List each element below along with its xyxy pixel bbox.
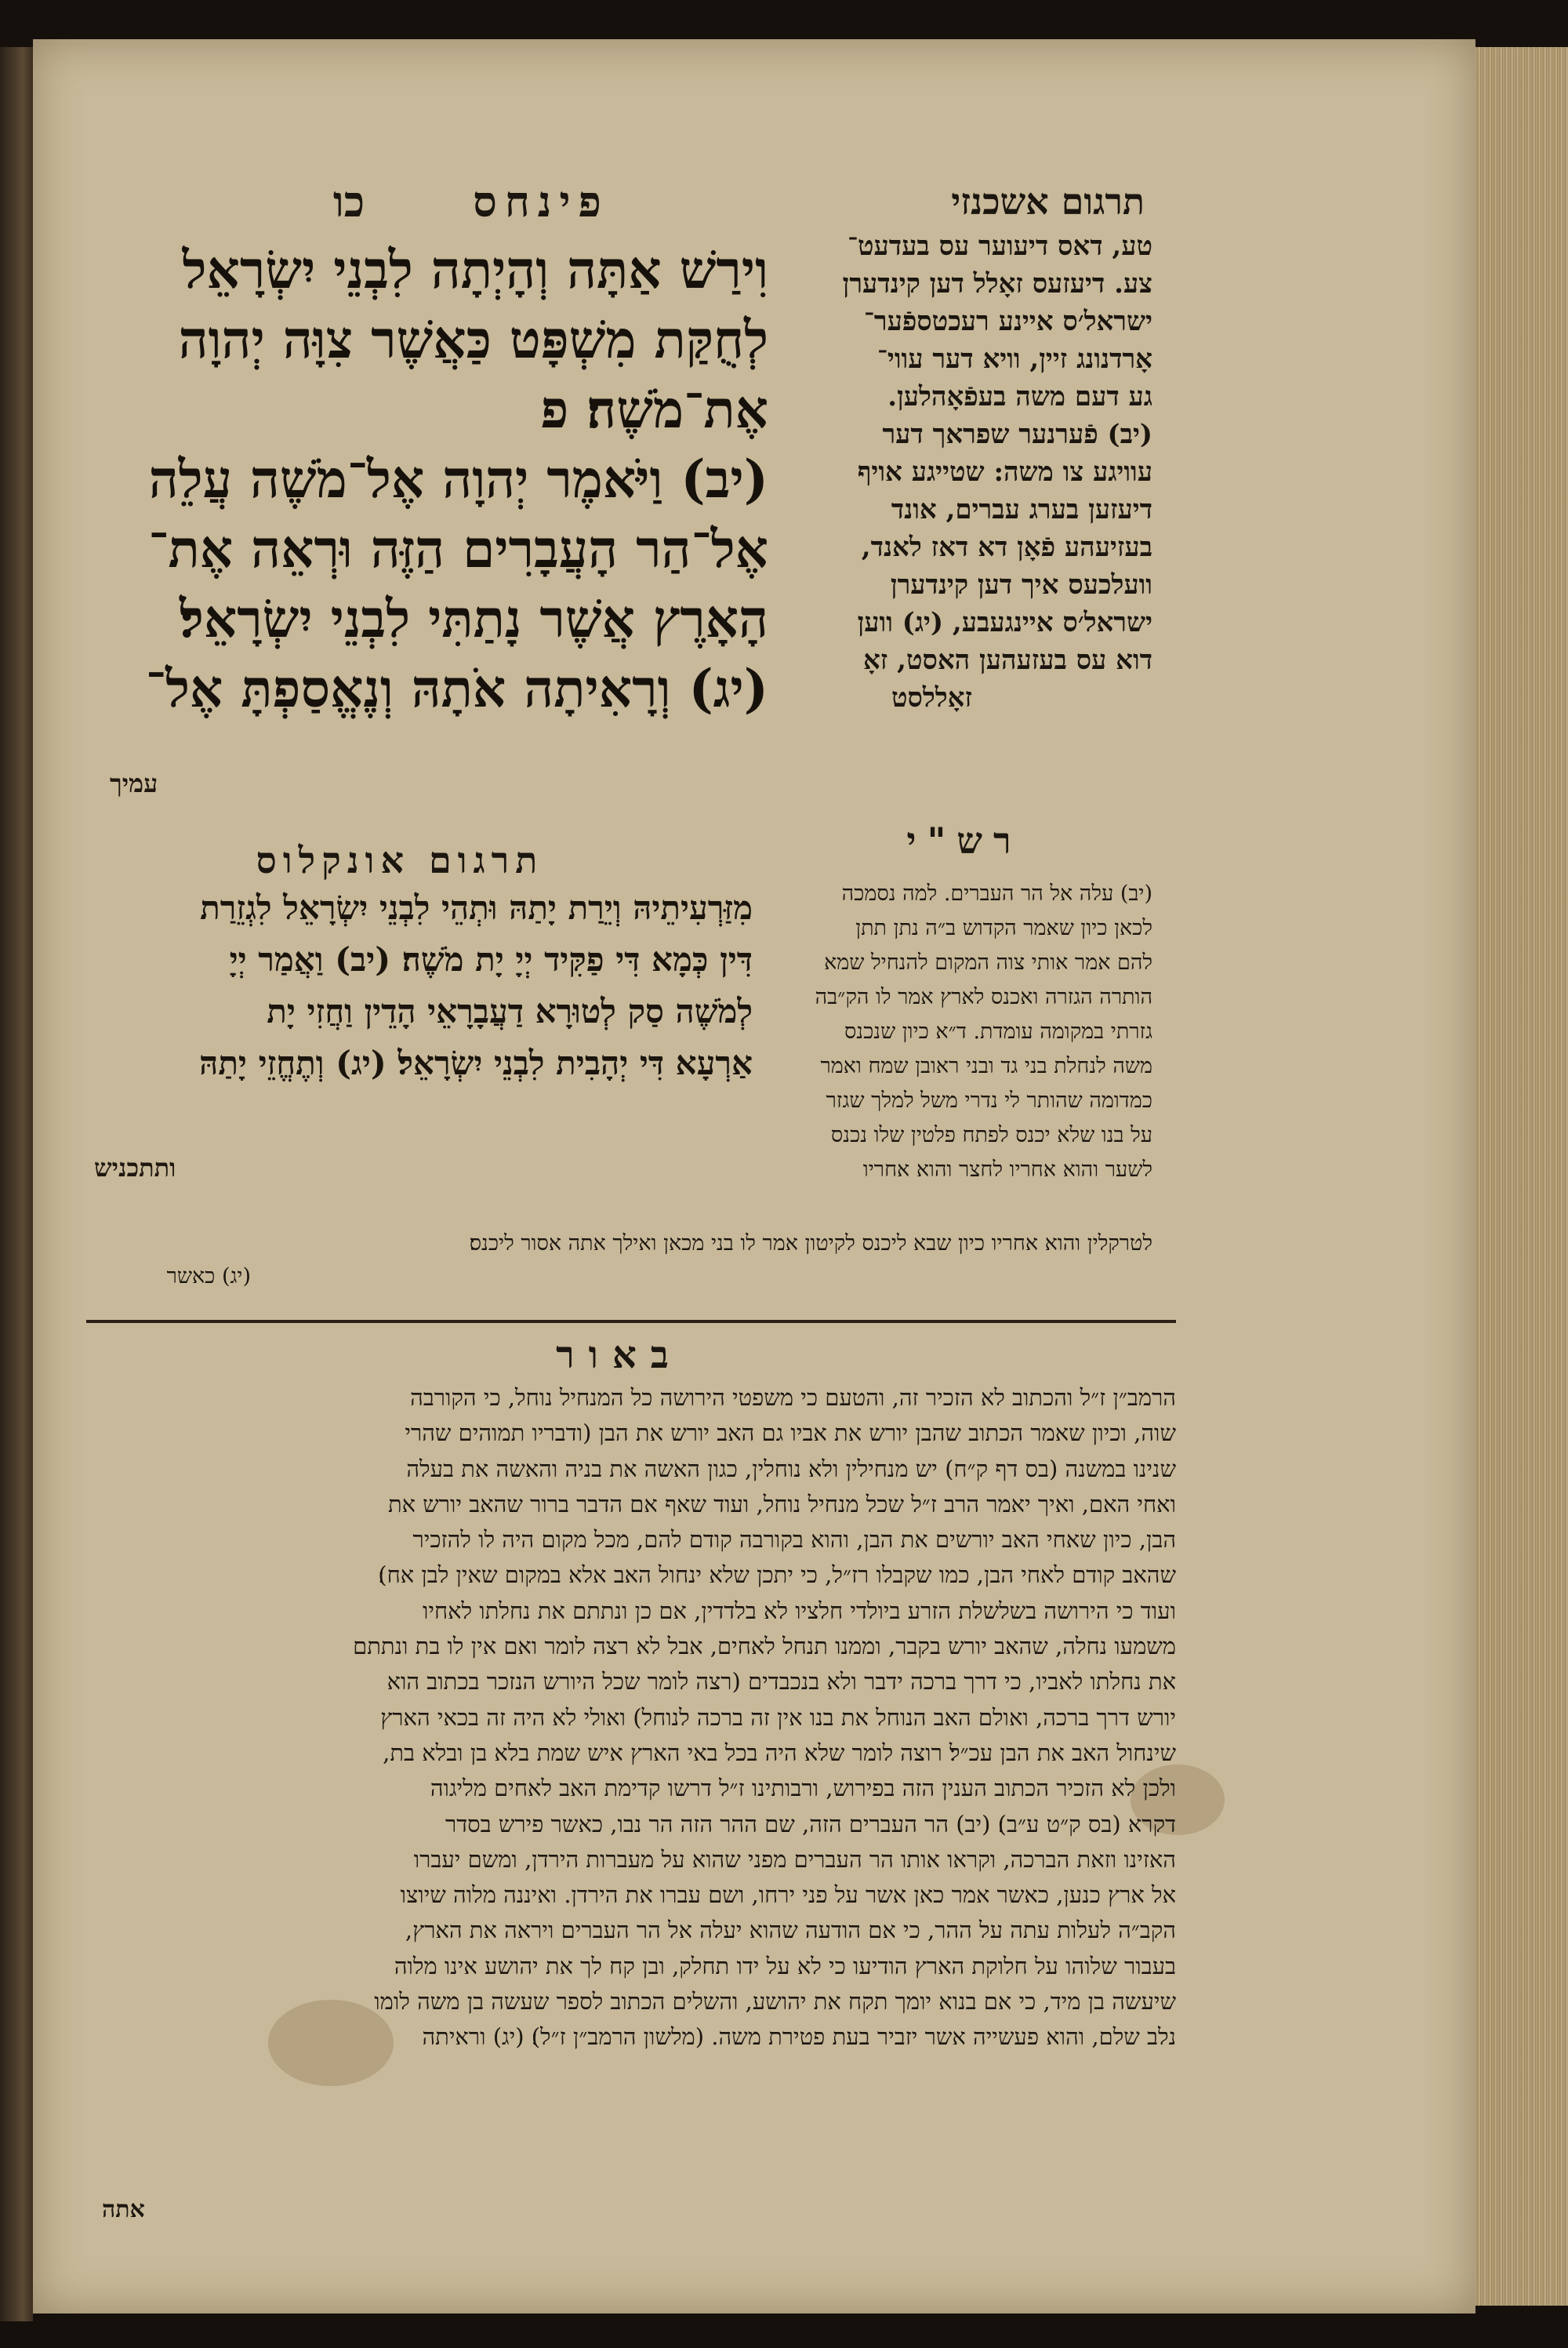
rashi-tail — [78, 1227, 1152, 1293]
rashi-tail-line: (יג) כאשר — [166, 1264, 251, 1288]
onkelos-line: מִזַּרְעִיתֵיהּ וְיֵרַת יָתַהּ וּתְהֵי לִבְנֵי יִשְׂרָאֵל לִגְזֵרַת — [200, 889, 753, 927]
biur-line: הקב״ה לעלות עתה על ההר, כי אם הודעה שהוא יעלה אל הר העברים ויראה את הארץ, — [405, 1917, 1176, 1944]
biur-line: נלב שלם, והוא פעשייה אשר יזביר בעת פטירת משה. (מלשון הרמב״ן ז״ל)׃ (יג) וראיתה — [422, 2023, 1176, 2051]
chapter-number: כו — [332, 176, 365, 227]
parasha-title: פינחס — [473, 176, 609, 227]
targum-ashkenazi-line: ישראל׳ס איינע רעכטספֿער־ — [863, 306, 1152, 337]
biur-line: ועוד כי הירושה בשלשלת הזרע ביולדי חלציו לא בלדדין, אם כן ונתתם את נחלתו לאחיו — [422, 1597, 1176, 1624]
biur-line: ולכן לא הזכיר הכתוב הענין הזה בפירוש, ורבותינו ז״ל דרשו קדימת האב לאחים מליגוה — [430, 1775, 1176, 1802]
biur-title: באור — [556, 1333, 683, 1377]
targum-ashkenazi-line: וועלכעס איך דען קינדערן — [890, 569, 1152, 601]
main-text-line: לְחֻקַּת מִשְׁפָּט כַּאֲשֶׁר צִוָּה יְהוָה — [178, 309, 768, 370]
main-text-line: (יב) וַיֹּאמֶר יְהוָה אֶל־מֹשֶׁה עֲלֵה — [148, 449, 768, 510]
main-text-line: הָאָרֶץ אֲשֶׁר נָתַתִּי לִבְנֵי יִשְׂרָאֵל׃ — [179, 588, 768, 649]
biur-line: שינחול האב את הבן עכ״ל׃ רוצה לומר שלא היה בכל באי הארץ איש שמת בלא בן ובלא בת, — [383, 1739, 1176, 1766]
targum-ashkenazi-line: גע דעם משה בעפֿאָהלען. — [887, 381, 1152, 413]
main-text-line: אֶל־הַר הָעֲבָרִים הַזֶּה וּרְאֵה אֶת־ — [148, 518, 768, 580]
rashi-line: הותרה הגזרה ואכנס לארץ אמר לו הק״בה — [815, 985, 1152, 1009]
biur-line: את נחלתו לאביו, כי דרך ברכה ידבר ולא בנכבדים (רצה לומר שכל היורש הנזכר בכתוב הוא — [387, 1668, 1176, 1696]
biur-line: שיעשה בן מיד, כי אם בנוא יומך תקח את יהושע, והשלים הכתוב לספר שעשה בן משה לומו — [374, 1988, 1176, 2015]
rashi-line: על בנו שלא יכנס לפתח פלטין שלו נכנס — [830, 1123, 1152, 1147]
targum-ashkenazi-line: בעזיעהע פֿאָן דא דאז לאנד, — [861, 532, 1152, 563]
previous-page-edge — [0, 47, 33, 2321]
onkelos-line: לְמֹשֶׁה סַק לְטוּרָא דַעֲבָרָאֵי הָדֵין וַחֲזִי יָת — [267, 992, 753, 1030]
onkelos-column — [78, 882, 753, 1089]
biur-line: דקרא (בס ק״ט ע״ב)׃ (יב) הר העברים הזה, שם ההר הזה הר נבו, כאשר פירש בסדר — [445, 1810, 1176, 1837]
targum-ashkenazi-line: אָרדנונג זיין, וויא דער עווי־ — [877, 343, 1152, 375]
targum-ashkenazi-line: צע. דיעזעס זאָלל דען קינדערן — [842, 268, 1152, 300]
rashi-line: גזרתי במקומה עומדת. ד״א כיון שנכנס — [844, 1020, 1152, 1044]
main-hebrew-text — [78, 235, 768, 724]
rashi-tail-line: לטרקלין והוא אחריו כיון שבא ליכנס לקיטון אמר לו בני מכאן ואילך אתה אסור ליכנס׃ — [469, 1231, 1152, 1256]
onkelos-title: תרגום אונקלוס — [256, 839, 544, 881]
main-text-line: (יג) וְרָאִיתָה אֹתָהּ וְנֶאֱסַפְתָּ אֶל־ — [145, 658, 768, 719]
biur-line: הבן, כיון שאחי האב יורשים את הבן, והוא בקורבה קודם להם, מכל מקום היה לו להזכיר — [412, 1526, 1176, 1554]
biur-catchword: אתה — [102, 2196, 145, 2223]
targum-ashkenazi-line: דוא עס בעזעהען האסט, זאָ — [862, 645, 1152, 676]
rashi-line: כמדומה שהותר לי נדרי משל למלך שגזר — [826, 1089, 1152, 1113]
rashi-line: משה לנחלת בני גד ובני ראובן שמח ואמר — [820, 1054, 1152, 1078]
biur-line: אל ארץ כנען, כאשר אמר כאן אשר על פני ירחו, ושם עברו את הירדן. ואיננה מלוה שיוצו — [400, 1881, 1176, 1909]
targum-ashkenazi-line: זאָללסט — [891, 682, 972, 714]
rashi-line: לכאן כיון שאמר הקדוש ב״ה נתן תתן — [855, 916, 1152, 940]
onkelos-catchword: ותתכניש — [94, 1153, 176, 1183]
rashi-column — [682, 877, 1152, 1187]
biur-column — [86, 1380, 1176, 2055]
targum-ashkenazi-line: עוויגע צו משה: שטייגע אויף — [857, 456, 1152, 488]
targum-ashkenazi-line: טע, דאס דיעוער עס בעדעט־ — [848, 231, 1152, 262]
rashi-title: רש"י — [906, 820, 1022, 862]
main-text-catchword: עמיך — [110, 769, 158, 798]
biur-line: שוה, וכיון שאמר הכתוב שהבן יורש את אביו גם האב יורש את הבן (ודבריו תמוהים שהרי — [405, 1419, 1176, 1447]
biur-line: האזינו וזאת הברכה, וקראו אותו הר העברים מפני שהוא על מעברות הירדן, ומשם יעברו — [413, 1845, 1176, 1873]
targum-ashkenazi-line: דיעזען בערג עברים, אונד — [891, 494, 1152, 525]
main-text-line: וִירַשׁ אַתָּה וְהָיְתָה לִבְנֵי יִשְׂרָאֵל — [182, 239, 768, 300]
rashi-line: (יב) עלה אל הר העברים. למה נסמכה — [841, 881, 1152, 906]
biur-line: יורש דרך ברכה, ואולם האב הנוחל את בנו אין זה ברכה לנוחל) ואולי לא היה זה בכאי הארץ — [380, 1703, 1176, 1731]
rashi-line: לשער והוא אחריו לחצר והוא אחריו — [862, 1158, 1152, 1182]
page-fore-edge — [1475, 47, 1568, 2306]
biur-line: ואחי האם, ואיך יאמר הרב ז״ל שכל מנחיל נוחל, ועוד שאף אם הדבר ברור שהאב יורש את — [387, 1490, 1176, 1517]
biur-line: שהאב קודם לאחי הבן, כמו שקבלו רז״ל, כי יתכן שלא ינחול האב אלא במקום שאין לבן אח)׃ — [378, 1561, 1176, 1589]
targum-ashkenazi-title: תרגום אשכנזי — [951, 180, 1145, 223]
targum-ashkenazi-line: (יב) פֿערנער שפראך דער — [882, 419, 1152, 450]
onkelos-line: אַרְעָא דִּי יְהָבִית לִבְנֵי יִשְׂרָאֵל׃ (יג) וְתֶחֱזֵי יָתַהּ — [199, 1044, 753, 1082]
section-divider-rule — [86, 1320, 1176, 1323]
onkelos-line: דִּין כְּמָא דִּי פַקִּיד יְיָ יָת מֹשֶׁה׃ (יב) וַאֲמַר יְיָ — [229, 940, 753, 979]
rashi-line: להם אמר אותי צוה המקום להנחיל שמא — [824, 950, 1152, 975]
biur-line: בעבור שלוהו על חלוקת הארץ הודיעו כי לא על ידו תחלק, ובן קח לך את יהושע אינו מלוה — [394, 1952, 1176, 1979]
targum-ashkenazi-column — [792, 227, 1152, 717]
biur-line: משמעו נחלה, שהאב יורש בקבר, וממנו תנחל לאחים, אבל לא רצה לומר ואם אין לו בת ונתתם — [353, 1633, 1176, 1660]
targum-ashkenazi-line: ישראל׳ס איינגעבע, (יג) ווען — [857, 607, 1152, 638]
main-text-line: אֶת־מֹשֶׁה׃ פ — [540, 379, 768, 440]
biur-line: הרמב״ן ז״ל והכתוב לא הזכיר זה, והטעם כי משפטי הירושה כל המנחיל נוחל, כי הקורבה — [410, 1384, 1176, 1411]
biur-line: שנינו במשנה (בס דף ק״ח) יש מנחילין ולא נוחלין, כגון האשה את בניה והאשה את בעלה — [406, 1455, 1176, 1482]
